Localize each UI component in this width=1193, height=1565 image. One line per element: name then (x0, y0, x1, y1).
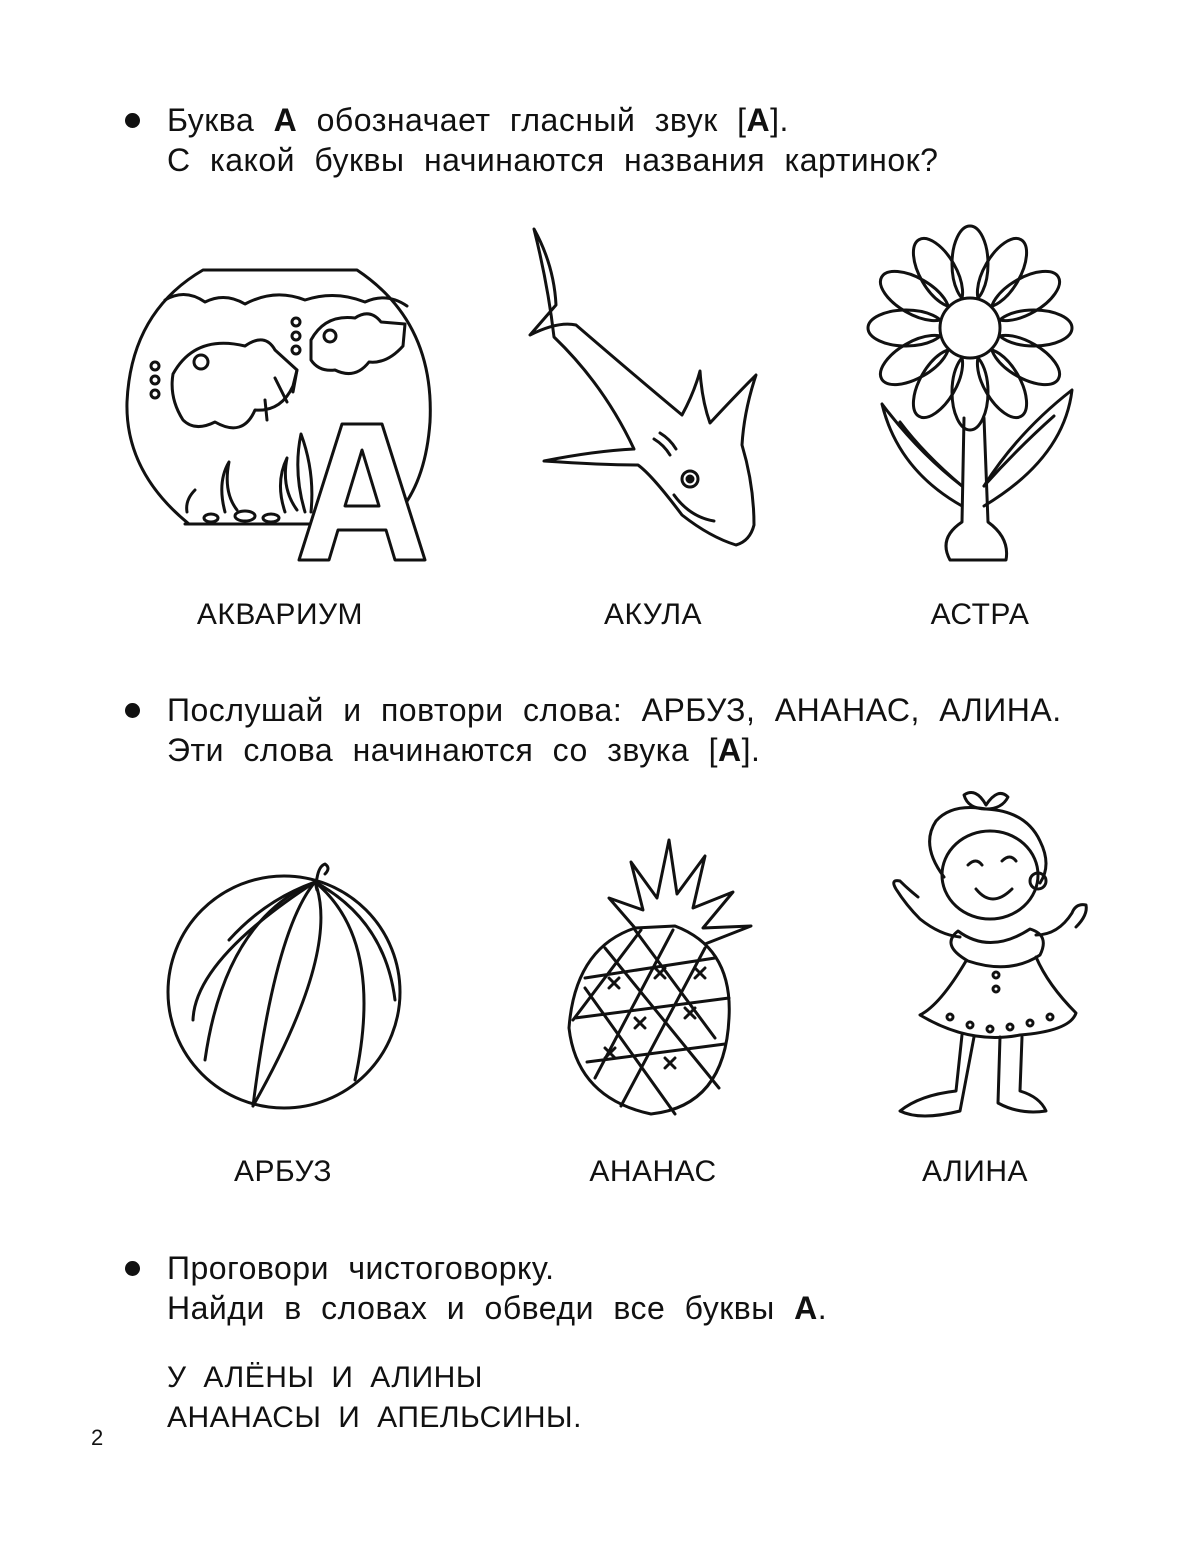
instruction-2-line-1: Послушай и повтори слова: АРБУЗ, АНАНАС, АЛИНА. (167, 692, 1062, 728)
caption-watermelon: АРБУЗ (233, 1155, 333, 1188)
instruction-1-line-2: С какой буквы начинаются названия картинок? (167, 142, 939, 178)
caption-shark: АКУЛА (603, 598, 703, 631)
instruction-2 (125, 690, 1062, 770)
caption-aster: АСТРА (930, 598, 1030, 631)
aster-illustration (878, 222, 1078, 562)
page-number: 2 (91, 1425, 104, 1450)
pineapple-illustration (565, 838, 755, 1118)
tongue-twister-line-2: АНАНАСЫ И АПЕЛЬСИНЫ. (167, 1401, 582, 1434)
watermelon-illustration (165, 860, 403, 1110)
bullet-icon (125, 113, 140, 128)
tongue-twister-line-1: У АЛЁНЫ И АЛИНЫ (167, 1361, 483, 1394)
instruction-1 (125, 100, 938, 180)
bullet-icon (125, 703, 140, 718)
shark-illustration (514, 225, 764, 555)
instruction-1-line-1: Буква А обозначает гласный звук [А]. (167, 102, 789, 138)
instruction-3 (125, 1248, 827, 1328)
caption-aquarium: АКВАРИУМ (196, 598, 364, 631)
tongue-twister (167, 1358, 582, 1438)
girl-illustration (880, 785, 1092, 1130)
aquarium-illustration (125, 262, 430, 562)
caption-pineapple: АНАНАС (589, 1155, 717, 1188)
caption-girl: АЛИНА (921, 1155, 1029, 1188)
instruction-2-line-2: Эти слова начинаются со звука [А]. (167, 732, 761, 768)
instruction-3-line-2: Найди в словах и обведи все буквы А. (167, 1290, 828, 1326)
bullet-icon (125, 1261, 140, 1276)
letter-a-outline (297, 420, 427, 562)
instruction-3-line-1: Проговори чистоговорку. (167, 1250, 555, 1286)
